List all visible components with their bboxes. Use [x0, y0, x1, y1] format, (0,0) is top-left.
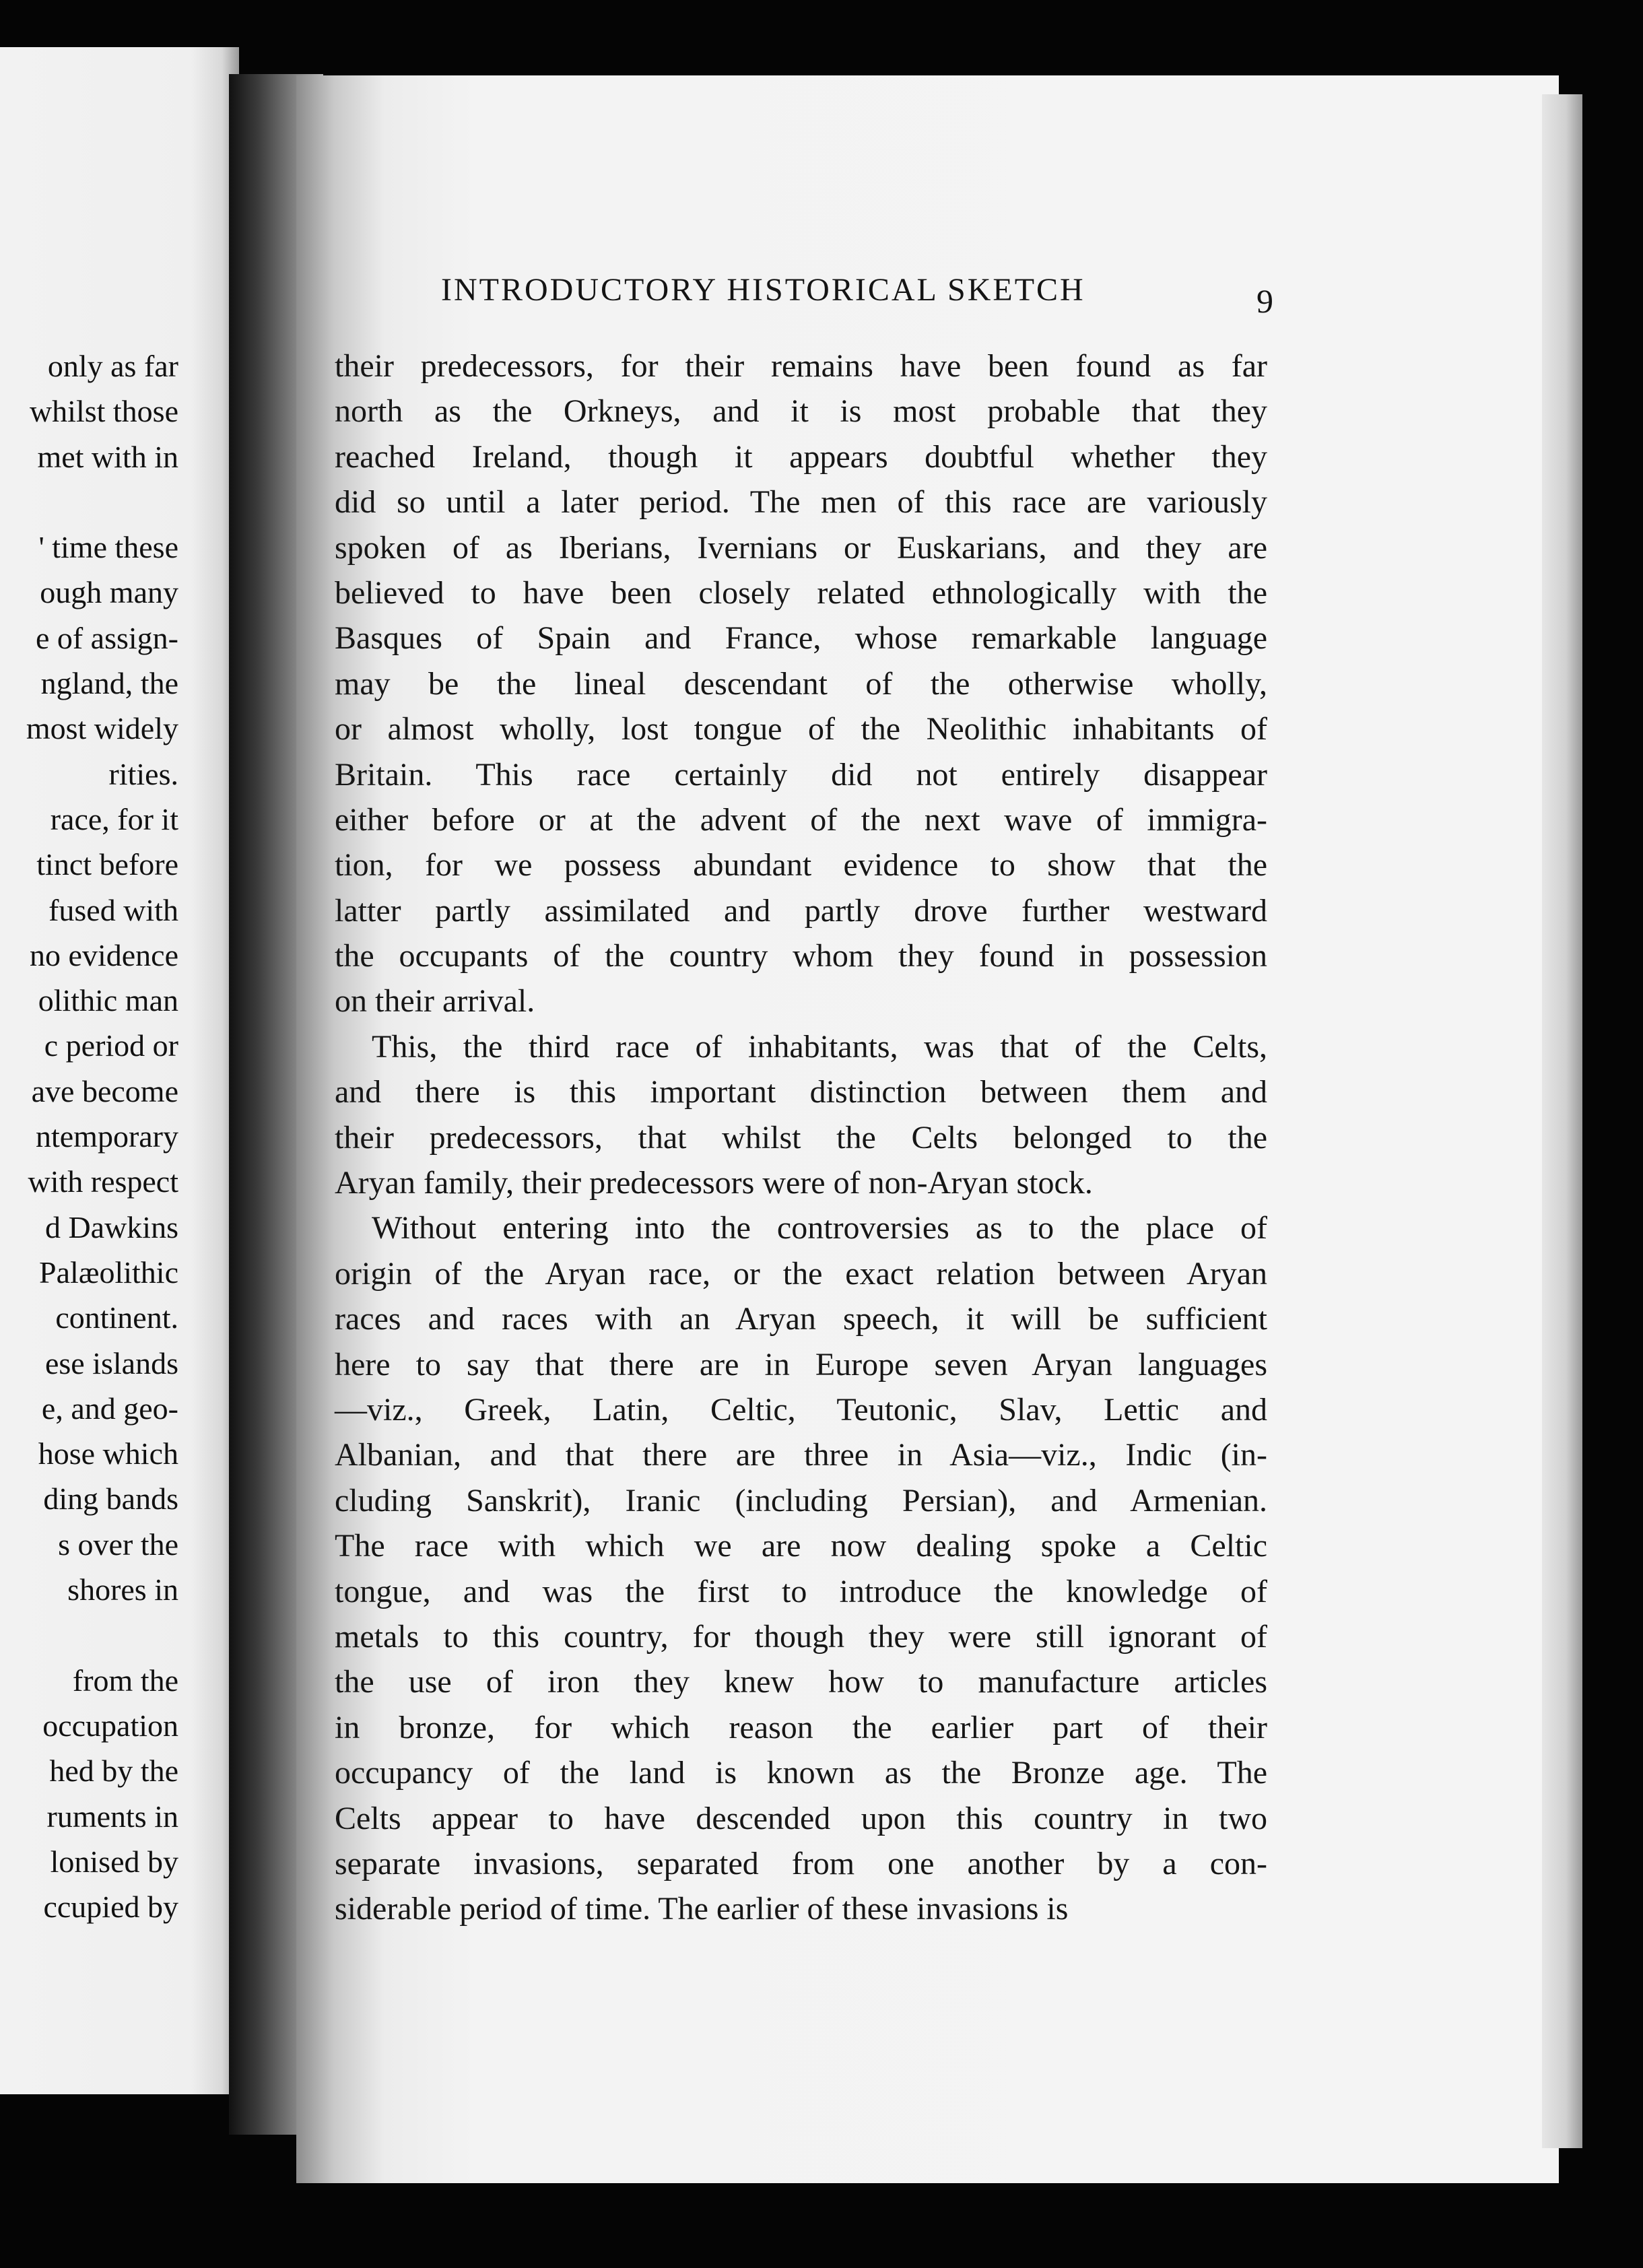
left-line: olithic man — [38, 983, 178, 1018]
left-line: Palæolithic — [39, 1255, 178, 1290]
left-line: e, and geo- — [41, 1391, 178, 1426]
text-line: on their arrival. — [335, 983, 535, 1020]
page-edge — [1542, 94, 1582, 2148]
text-line: either before or at the advent of the next wave of immigra- — [335, 801, 1267, 838]
facing-page-text — [0, 343, 178, 1929]
text-line: in bronze, for which reason the earlier part of their — [335, 1709, 1267, 1745]
text-line: This, the third race of inhabitants, was that of the Celts, — [372, 1028, 1267, 1065]
text-line: Aryan family, their predecessors were of non-Aryan stock. — [335, 1165, 1093, 1201]
text-line: Basques of Spain and France, whose remarkable language — [335, 620, 1267, 657]
left-line: most widely — [26, 711, 178, 746]
text-line: the use of iron they knew how to manufacture articles — [335, 1664, 1267, 1700]
text-line: origin of the Aryan race, or the exact relation between Aryan — [335, 1255, 1267, 1292]
text-line: and there is this important distinction between them and — [335, 1074, 1267, 1110]
left-line: only as far — [47, 349, 178, 383]
left-line: ough many — [40, 575, 178, 610]
text-line: believed to have been closely related ethnologically with the — [335, 574, 1267, 611]
left-line: tinct before — [36, 847, 178, 882]
left-line: occupation — [42, 1708, 178, 1743]
left-line: with respect — [28, 1164, 178, 1199]
text-line: latter partly assimilated and partly drove further westward — [335, 892, 1267, 929]
text-line: metals to this country, for though they were still ignorant of — [335, 1618, 1267, 1655]
text-line: Albanian, and that there are three in Asia—viz., Indic (in- — [335, 1437, 1267, 1473]
left-line: lonised by — [50, 1844, 178, 1879]
left-line — [0, 479, 178, 525]
text-line: reached Ireland, though it appears doubtful whether they — [335, 438, 1267, 475]
left-line: hose which — [38, 1436, 178, 1471]
left-line — [0, 1612, 178, 1657]
left-line: fused with — [48, 892, 178, 927]
page-number: 9 — [1256, 282, 1273, 320]
left-line: continent. — [55, 1300, 178, 1335]
text-line: —viz., Greek, Latin, Celtic, Teutonic, Slav, Lettic and — [335, 1391, 1267, 1428]
text-line: cluding Sanskrit), Iranic (including Persian), and Armenian. — [335, 1482, 1267, 1519]
text-line: races and races with an Aryan speech, it will be sufficient — [335, 1301, 1267, 1337]
text-line: the occupants of the country whom they found in possession — [335, 938, 1267, 974]
left-line: race, for it — [50, 801, 178, 836]
text-line: here to say that there are in Europe seven Aryan languages — [335, 1346, 1267, 1382]
text-line: Celts appear to have descended upon this country in two — [335, 1800, 1267, 1836]
text-line: their predecessors, that whilst the Celts belonged to the — [335, 1119, 1267, 1156]
running-head: INTRODUCTORY HISTORICAL SKETCH — [441, 272, 1085, 308]
text-line: or almost wholly, lost tongue of the Neolithic inhabitants of — [335, 711, 1267, 747]
text-line: their predecessors, for their remains have been found as far — [335, 348, 1267, 384]
text-line: Without entering into the controversies as to the place of — [372, 1210, 1267, 1246]
left-line: ding bands — [43, 1481, 178, 1516]
left-line: no evidence — [30, 937, 178, 972]
left-line: rities. — [108, 756, 178, 791]
text-line: tion, for we possess abundant evidence to show that the — [335, 847, 1267, 883]
left-line: ruments in — [46, 1799, 178, 1834]
left-line: s over the — [58, 1527, 178, 1562]
left-line: hed by the — [49, 1754, 178, 1789]
text-line: may be the lineal descendant of the otherwise wholly, — [335, 665, 1267, 702]
left-line: ' time these — [38, 530, 178, 565]
text-line: siderable period of time. The earlier of these invasions is — [335, 1891, 1069, 1927]
left-line: ave become — [31, 1073, 178, 1108]
left-line: ngland, the — [40, 666, 178, 701]
left-line: from the — [72, 1663, 178, 1698]
left-line: met with in — [37, 439, 178, 474]
left-line: ntemporary — [35, 1119, 178, 1154]
text-line: spoken of as Iberians, Ivernians or Euskarians, and they are — [335, 529, 1267, 566]
text-line: north as the Orkneys, and it is most probable that they — [335, 393, 1267, 430]
left-line: c period or — [44, 1028, 178, 1063]
left-line: e of assign- — [35, 620, 178, 655]
left-line: whilst those — [29, 394, 178, 429]
text-line: occupancy of the land is known as the Bronze age. The — [335, 1755, 1267, 1791]
left-line: ccupied by — [43, 1890, 178, 1925]
facing-page-left — [0, 47, 239, 2094]
left-line: d Dawkins — [44, 1209, 178, 1244]
text-line: The race with which we are now dealing spoke a Celtic — [335, 1528, 1267, 1564]
text-line: did so until a later period. The men of this race are variously — [335, 484, 1267, 521]
text-line: tongue, and was the first to introduce the knowledge of — [335, 1573, 1267, 1609]
left-line: ese islands — [44, 1345, 178, 1380]
body-text — [335, 343, 1267, 1932]
left-line: shores in — [67, 1572, 178, 1607]
text-line: Britain. This race certainly did not entirely disappear — [335, 756, 1267, 793]
text-line: separate invasions, separated from one another by a con- — [335, 1845, 1267, 1881]
